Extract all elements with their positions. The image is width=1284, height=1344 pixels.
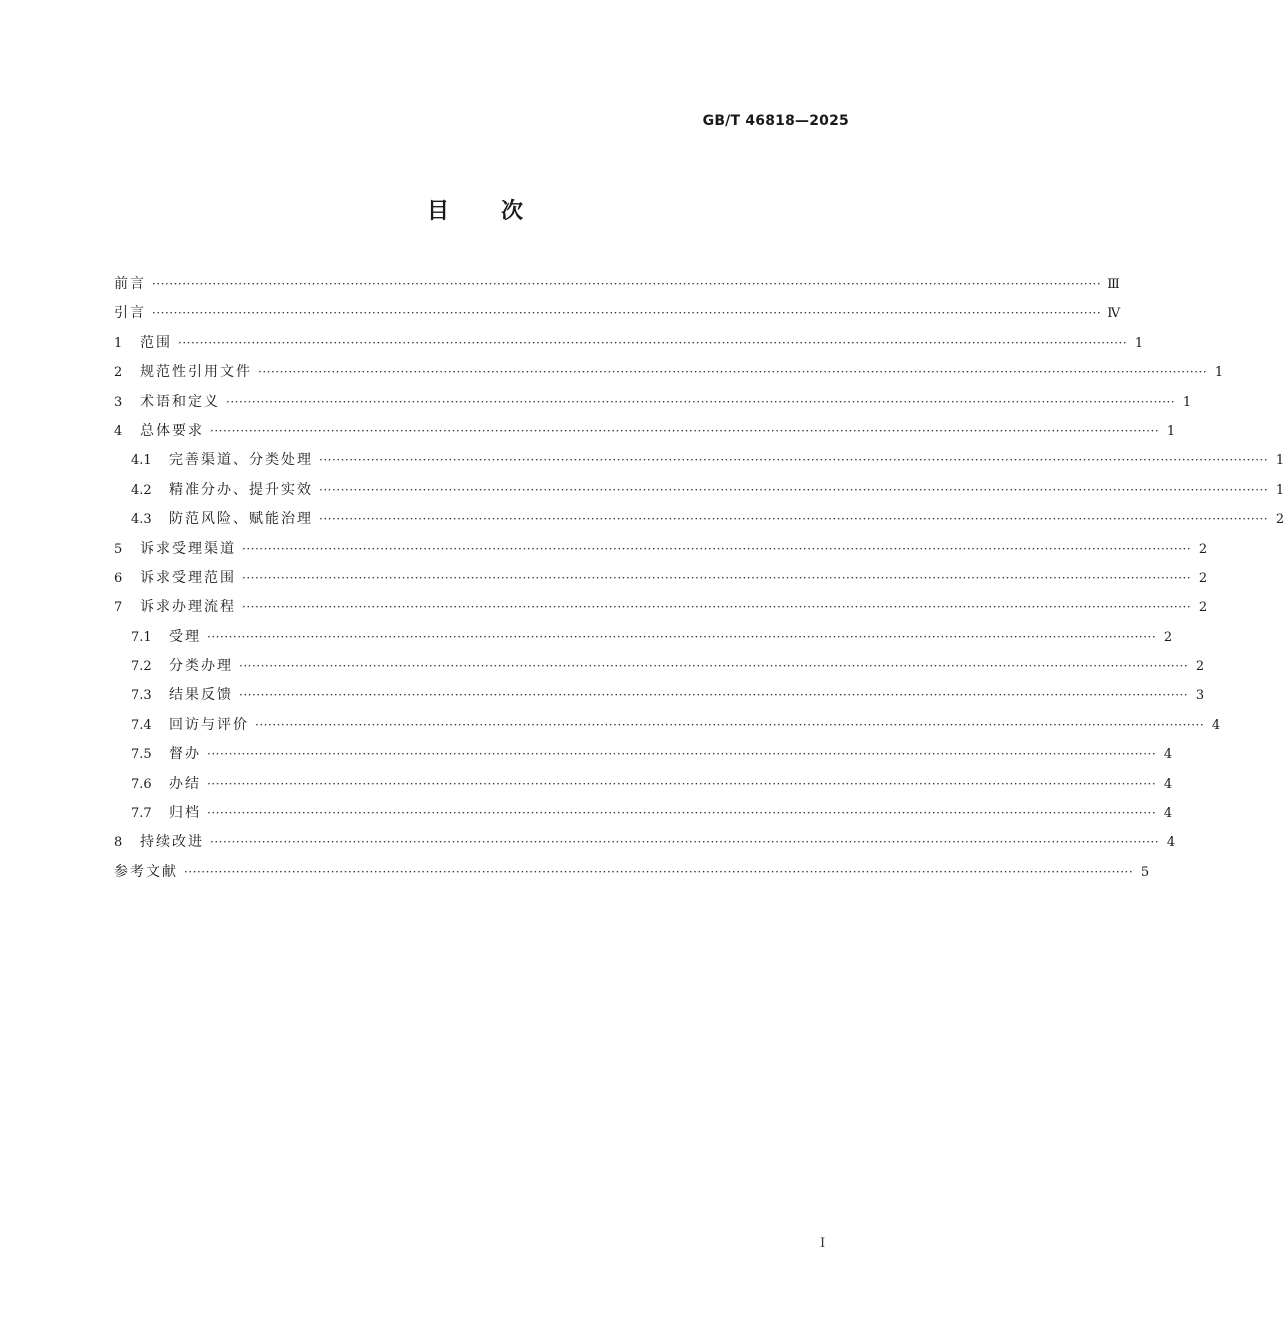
toc-dot-leader: ····························································································································································································································: [242, 570, 1192, 585]
toc-dot-leader: ····························································································································································································································: [319, 453, 1269, 468]
toc-entry-page: 2: [1198, 541, 1208, 557]
toc-entry-number: 5: [114, 541, 123, 557]
toc-entry[interactable]: [114, 652, 1205, 681]
toc-entry-number: 7.4: [131, 717, 152, 733]
standard-code: GB/T 46818—2025: [702, 113, 849, 129]
toc-dot-leader: ····························································································································································································································: [207, 776, 1157, 791]
toc-dot-leader: ····························································································································································································································: [239, 688, 1189, 703]
toc-dot-leader: ····························································································································································································································: [242, 600, 1192, 615]
toc-entry-page: 2: [1198, 570, 1208, 586]
toc-dot-leader: ····························································································································································································································: [319, 482, 1269, 497]
toc-entry[interactable]: [114, 476, 1284, 505]
toc-entry-label: 参考文献: [114, 863, 178, 880]
toc-entry-page: 2: [1275, 512, 1284, 528]
toc-entry-number: 7.5: [131, 747, 152, 763]
toc-entry-number: 7.3: [131, 688, 152, 704]
toc-entry-page: 1: [1134, 335, 1144, 351]
toc-entry-number: 2: [114, 365, 123, 381]
toc-entry-number: 3: [114, 394, 123, 410]
toc-entry[interactable]: [114, 535, 1208, 564]
toc-entry-page: 1: [1275, 453, 1284, 469]
toc-entry[interactable]: [114, 505, 1284, 534]
toc-entry-label: 持续改进: [140, 834, 204, 851]
toc-entry[interactable]: [114, 417, 1176, 446]
toc-entry[interactable]: [114, 858, 1150, 887]
toc-dot-leader: ····························································································································································································································: [242, 541, 1192, 556]
toc-entry-page: 1: [1214, 365, 1224, 381]
toc-entry-label: 诉求办理流程: [140, 599, 236, 616]
toc-entry-number: 7.1: [131, 629, 152, 645]
toc-entry-page: 1: [1166, 423, 1176, 439]
toc-entry-page: 2: [1198, 600, 1208, 616]
toc-entry-page: 4: [1166, 835, 1176, 851]
toc-entry-page: 5: [1140, 864, 1150, 880]
toc-entry-number: 6: [114, 570, 123, 586]
toc-entry-page: 1: [1182, 394, 1192, 410]
toc-entry-label: 前言: [114, 276, 146, 292]
toc-entry[interactable]: [114, 299, 1121, 328]
toc-dot-leader: ····························································································································································································································: [152, 277, 1102, 291]
toc-entry[interactable]: [114, 799, 1173, 828]
toc-entry-number: 7.2: [131, 659, 152, 675]
toc-entry-label: 防范风险、赋能治理: [169, 511, 313, 528]
toc-entry-number: 8: [114, 835, 123, 851]
toc-entry-label: 完善渠道、分类处理: [169, 452, 313, 469]
toc-entry-page: 4: [1163, 806, 1173, 822]
toc-entry-label: 总体要求: [140, 422, 204, 439]
toc-entry-page: 4: [1163, 747, 1173, 763]
toc-dot-leader: ····························································································································································································································: [207, 747, 1157, 762]
toc-title: 目次: [426, 199, 575, 224]
toc-entry-page: 2: [1163, 629, 1173, 645]
toc-entry[interactable]: [114, 770, 1173, 799]
toc-entry-label: 回访与评价: [169, 716, 249, 733]
toc-entry[interactable]: [114, 358, 1224, 387]
toc-entry-label: 结果反馈: [169, 687, 233, 704]
toc-entry-label: 受理: [169, 628, 201, 645]
toc-entry[interactable]: [114, 446, 1284, 475]
toc-entry[interactable]: [114, 388, 1192, 417]
toc-entry[interactable]: [114, 681, 1205, 710]
toc-entry-label: 诉求受理范围: [140, 569, 236, 586]
toc-entry[interactable]: [114, 711, 1221, 740]
toc-dot-leader: ····························································································································································································································: [178, 335, 1128, 350]
toc-entry-page: 1: [1275, 482, 1284, 498]
toc-entry-label: 精准分办、提升实效: [169, 481, 313, 498]
toc-entry[interactable]: [114, 828, 1176, 857]
toc-dot-leader: ····························································································································································································································: [319, 512, 1269, 527]
toc-entry-number: 1: [114, 335, 123, 351]
toc-entry[interactable]: [114, 623, 1173, 652]
toc-entry-page: 2: [1195, 659, 1205, 675]
toc-entry-label: 办结: [169, 775, 201, 792]
toc-dot-leader: ····························································································································································································································: [255, 717, 1205, 732]
toc-entry[interactable]: [114, 564, 1208, 593]
toc-entry-page: Ⅲ: [1107, 277, 1120, 292]
toc-dot-leader: ····························································································································································································································: [207, 806, 1157, 821]
toc-entry-number: 4.1: [131, 453, 152, 469]
toc-entry-label: 诉求受理渠道: [140, 540, 236, 557]
toc-entry[interactable]: [114, 270, 1120, 299]
toc-dot-leader: ····························································································································································································································: [239, 659, 1189, 674]
toc-entry-number: 4: [114, 423, 123, 439]
toc-entry-number: 4.3: [131, 512, 152, 528]
toc-entry-number: 7.7: [131, 806, 152, 822]
toc-entry-label: 引言: [114, 305, 146, 322]
toc-entry[interactable]: [114, 593, 1208, 622]
toc-dot-leader: ····························································································································································································································: [258, 365, 1208, 380]
table-of-contents: [114, 270, 1284, 887]
toc-entry-number: 7: [114, 600, 123, 616]
toc-entry-label: 规范性引用文件: [140, 364, 252, 381]
toc-entry-page: 4: [1163, 776, 1173, 792]
toc-entry-page: 4: [1211, 717, 1221, 733]
toc-entry-number: 4.2: [131, 482, 152, 498]
toc-entry-number: 7.6: [131, 776, 152, 792]
toc-dot-leader: ····························································································································································································································: [226, 394, 1176, 409]
toc-entry-label: 归档: [169, 805, 201, 822]
toc-entry[interactable]: [114, 740, 1173, 769]
toc-dot-leader: ····························································································································································································································: [152, 306, 1102, 321]
toc-entry-label: 分类办理: [169, 658, 233, 675]
toc-dot-leader: ····························································································································································································································: [210, 423, 1160, 438]
toc-entry-page: Ⅳ: [1107, 306, 1121, 322]
toc-entry-label: 范围: [140, 334, 172, 351]
toc-entry[interactable]: [114, 329, 1144, 358]
toc-dot-leader: ····························································································································································································································: [210, 835, 1160, 850]
toc-dot-leader: ····························································································································································································································: [207, 629, 1157, 644]
page-number: I: [820, 1236, 826, 1251]
toc-entry-label: 术语和定义: [140, 393, 220, 410]
toc-dot-leader: ····························································································································································································································: [184, 864, 1134, 879]
toc-entry-page: 3: [1195, 688, 1205, 704]
toc-entry-label: 督办: [169, 746, 201, 763]
